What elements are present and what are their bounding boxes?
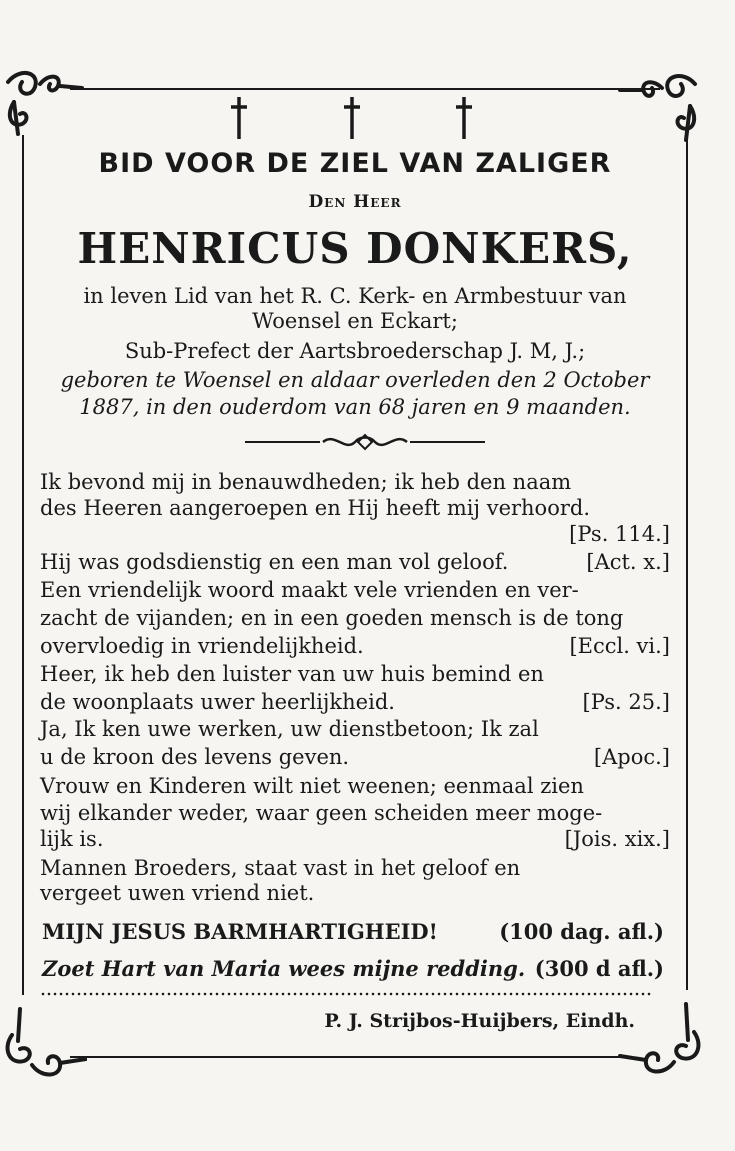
description-line: geboren te Woensel en aldaar overleden den 2 October (60, 368, 650, 392)
verse-line: de woonplaats uwer heerlijkheid. [Ps. 25.] (40, 690, 670, 714)
verse-line: Hij was godsdienstig en een man vol geloof. [Act. x.] (40, 550, 670, 574)
verse-line: Vrouw en Kinderen wilt niet weenen; eenmaal zien (40, 774, 584, 798)
verse-line: overvloedig in vriendelijkheid. [Eccl. vi.] (40, 634, 670, 658)
deceased-name: HENRICUS DONKERS, (77, 224, 633, 273)
verse-line: Heer, ik heb den luister van uw huis bemind en (40, 662, 544, 686)
verse-line: wij elkander weder, waar geen scheiden meer moge- (40, 801, 603, 825)
frame-bottom-line (70, 1056, 630, 1058)
verse-line: lijk is. [Jois. xix.] (40, 827, 670, 851)
dotted-separator (40, 992, 652, 996)
indulgence-prayer: Zoet Hart van Maria wees mijne redding. (300 d afl.) (42, 956, 664, 981)
verse-line: Ik bevond mij in benauwdheden; ik heb den naam (40, 470, 572, 494)
cross-icon (230, 95, 248, 141)
printer-credit: P. J. Strijbos-Huijbers, Eindh. (324, 1010, 635, 1032)
description-line: 1887, in den ouderdom van 68 jaren en 9 maanden. (79, 395, 631, 419)
verse-line: des Heeren aangeroepen en Hij heeft mij verhoord. (40, 496, 590, 520)
description-line: Sub-Prefect der Aartsbroederschap J. M, J.; (124, 339, 586, 363)
verse-line: vergeet uwen vriend niet. (40, 881, 315, 905)
verse-line: Een vriendelijk woord maakt vele vrienden en ver- (40, 578, 579, 602)
frame-top-line (70, 88, 660, 90)
verse-line: Ja, Ik ken uwe werken, uw dienstbetoon; Ik zal (40, 717, 539, 741)
cross-icon (455, 95, 473, 141)
frame-right-line (686, 140, 688, 990)
verse-line: Mannen Broeders, staat vast in het geloof en (40, 856, 521, 880)
description-line: in leven Lid van het R. C. Kerk- en Armbestuur van (83, 284, 627, 308)
description-line: Woensel en Eckart; (252, 309, 458, 333)
indulgence-prayer: MIJN JESUS BARMHARTIGHEID! (100 dag. afl.) (42, 919, 664, 944)
memorial-card: BID VOOR DE ZIEL VAN ZALIGER Den Heer HENRICUS DONKERS, in leven Lid van het R. C. Kerk- en Armbestuur van Woensel en Eckart; Sub-Prefect der Aartsbroederschap J. M, J.; geboren te Woensel en aldaar overleden den 2 October 1887, in den ouderdom van 68 jaren en 9 maanden. Ik bevond mij in benauwdheden; ik heb den naam des Heeren aangeroepen en Hij heeft mij verhoord. [Ps. 114.] Hij was godsdienstig en een man vol geloof. [Act. x.] Een vriendelijk woord maakt vele vrienden en ver- zacht de vijanden; en in een goeden mensch is de tong overvloedig in vriendelijkheid. [Eccl. vi.] Heer, ik heb den luister van uw huis bemind en de woonplaats uwer heerlijkheid. [Ps. 25.] Ja, Ik ken uwe werken, uw dienstbetoon; Ik zal u de kroon des levens geven. [Apoc.] Vrouw en Kinderen wilt niet weenen; eenmaal zien wij elkander weder, waar geen scheiden meer moge- lijk is. [Jois. xix.] Mannen Broeders, staat vast in het geloof en vergeet uwen vriend niet. MIJN JESUS BARMHARTIGHEID! (100 dag. afl.) Zoet Hart van Maria wees mijne redding. (300 d afl.) P. J. Strijbos-Huijbers, Eindh. (0, 0, 735, 1151)
crosses-row (0, 95, 735, 143)
verse-line: u de kroon des levens geven. [Apoc.] (40, 745, 670, 769)
prayer-heading: BID VOOR DE ZIEL VAN ZALIGER (98, 148, 612, 179)
subheading: Den Heer (308, 192, 402, 212)
cross-icon (343, 95, 361, 141)
verse-line: zacht de vijanden; en in een goeden mensch is de tong (40, 606, 624, 630)
ornamental-divider (245, 432, 485, 452)
corner-ornament-bottom-left (2, 1005, 87, 1085)
frame-left-line (22, 135, 24, 995)
